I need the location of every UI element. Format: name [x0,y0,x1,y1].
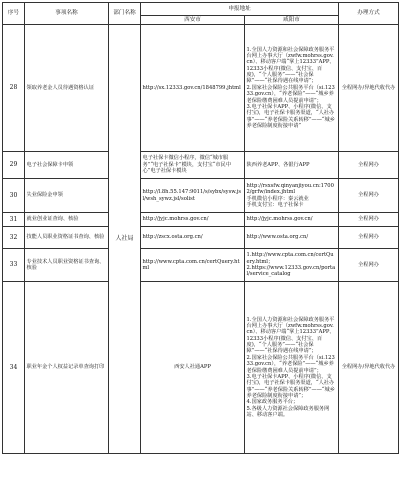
row-number: 32 [3,227,25,249]
row-number: 31 [3,213,25,227]
table-row [3,179,399,213]
handling-mode: 全程网办/异地代收代办 [339,282,399,454]
item-name: 专业技术人员职业资格证书查询、核验 [25,249,109,282]
xianyang-address: 1.全国人力资源和社会保障政务服务平台网上办事大厅（zwfw.mohrss.gov.cn）、移动客户端“掌上12333”APP、12333小程序(微信、支付宝、百度)，“个人服务”——“社会保障”——“社保待遇在线申请”； 2.国家社会保险公共服务平台（si.12333.gov.cn），“养老保险”——“城乡养老保险缴费困难人员提前申请”； 3.电子社保卡APP、小程序(微信、支付宝)，电子社保卡服务渠道，“人社办事”——“养老保险关系转移”——“城乡养老保险制度衔接申请”； 4.国家政务服务平台； 5.各级人力资源社会保障政务服务网站、移动客户端。 [245,282,339,454]
table-row [3,227,399,249]
row-number: 33 [3,249,25,282]
header-xian: 西安市 [141,16,245,25]
xianyang-address: http://www.osta.org.cn/ [245,227,339,249]
xian-address: http://jyjc.mohrss.gov.cn/ [141,213,245,227]
handling-mode: 全程网办 [339,152,399,179]
row-number: 34 [3,282,25,454]
dept-name: 人社局 [109,25,141,454]
xianyang-address: 1.http://www.cpta.com.cn/certQuery.html； 2.https://www.12333.gov.cn/portal/service_catalog [245,249,339,282]
xian-address: http://l.8h.55.147:9011/s/sybx/sysw.jsl/wsh_sywz.jsl/solist [141,179,245,213]
item-name: 就业创业证查询、核验 [25,213,109,227]
row-number: 30 [3,179,25,213]
table-row [3,152,399,179]
handling-mode: 全程网办 [339,213,399,227]
handling-mode: 全程网办 [339,179,399,213]
xian-address: http://www.cpta.com.cn/certQuery.html [141,249,245,282]
item-name: 领取养老金人员待遇资格认证 [25,25,109,152]
table-row [3,282,399,454]
handling-mode: 全程网办 [339,227,399,249]
item-name: 职业年金个人权益记录单查询打印 [25,282,109,454]
header-xianyang: 咸阳市 [245,16,339,25]
header-address: 申报地址 [141,3,339,16]
header-item: 事项名称 [25,3,109,25]
xianyang-address: http://rsxsfw.qinyanjiyou.cn:17002/grfw/index.jhtml 手机微信小程序：秦云就业 手机支付宝：电子社保卡 [245,179,339,213]
handling-mode: 全程网办 [339,249,399,282]
handling-mode: 全程网办/异地代收代办 [339,25,399,152]
header-row-top [3,3,399,16]
header-dept: 部门名称 [109,3,141,25]
xian-address: http://zscx.osta.org.cn/ [141,227,245,249]
xianyang-address: 1.全国人力资源和社会保障政务服务平台网上办事大厅（zwfw.mohrss.gov.cn）、移动客户端“掌上12333”APP、12333小程序(微信、支付宝、百度)，“个人服务”——“社会保障”——“社保待遇在线申请”； 2.国家社会保险公共服务平台（si.12333.gov.cn），“养老保险”——“城乡养老保险缴费困难人员提前申请”； 3.电子社保卡APP、小程序(微信、支付宝)，电子社保卡服务渠道，“人社办事”——“养老保险关系转移”——“城乡养老保险制度衔接申请” [245,25,339,152]
item-name: 电子社会保障卡申领 [25,152,109,179]
header-mode: 办理方式 [339,3,399,25]
xianyang-address: 陕西养老APP、各银行APP [245,152,339,179]
item-name: 技能人员职业资格证书查询、核验 [25,227,109,249]
xianyang-address: http://jyjc.mohrss.gov.cn/ [245,213,339,227]
service-table [2,2,399,454]
xian-address: 电子社保卡微信小程序，微信“城市服务”“电子社保卡”模块，支付宝“市民中心”电子社保卡模块 [141,152,245,179]
xian-address: http://sx.12333.gov.cn/1848799.jhtml [141,25,245,152]
header-seq: 序号 [3,3,25,25]
item-name: 失业保险金申领 [25,179,109,213]
table-row [3,25,399,152]
row-number: 28 [3,25,25,152]
table-row [3,213,399,227]
row-number: 29 [3,152,25,179]
table-row [3,249,399,282]
xian-address: 西安人社通APP [141,282,245,454]
